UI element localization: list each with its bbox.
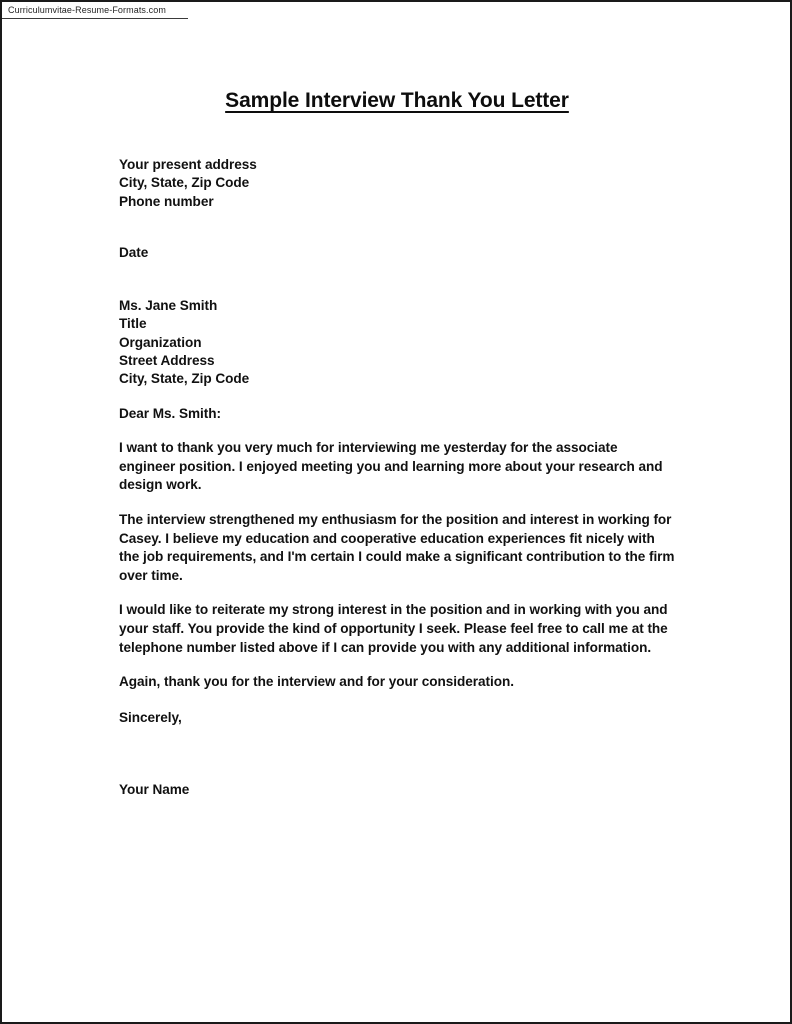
spacer-date-recipient (119, 262, 675, 297)
spacer-paragraph-3-4 (119, 657, 675, 673)
date-line: Date (119, 244, 149, 260)
watermark-banner (2, 2, 188, 19)
body-paragraph-1: I want to thank you very much for interviewing me yesterday for the associate engineer position. I enjoyed meeting you and learning more about your research and design work. (119, 440, 663, 493)
closing-salutation: Sincerely, (119, 709, 182, 725)
recipient-name: Ms. Jane Smith (119, 298, 218, 314)
signature-space (119, 727, 675, 781)
recipient-city-state-zip: City, State, Zip Code (119, 371, 250, 387)
body-paragraph-2: The interview strengthened my enthusiasm for the position and interest in working for Casey. I believe my education and cooperative education experiences fit nicely with the job requirements, and I'm certain I could make a significant contribution to the firm over time. (119, 512, 675, 583)
recipient-title: Title (119, 316, 147, 332)
spacer-body-closing (119, 692, 675, 709)
letter-content (119, 88, 675, 800)
spacer-recipient-salutation (119, 389, 675, 405)
spacer-paragraph-1-2 (119, 495, 675, 511)
recipient-street-address: Street Address (119, 353, 215, 369)
signature-name: Your Name (119, 782, 190, 798)
recipient-address-block (119, 297, 675, 388)
page-title-text: Sample Interview Thank You Letter (225, 89, 569, 112)
date-block (119, 244, 675, 262)
spacer-salutation-body (119, 423, 675, 439)
sender-address-block (119, 156, 675, 211)
page-title (119, 88, 675, 114)
recipient-organization: Organization (119, 334, 202, 350)
spacer-paragraph-2-3 (119, 585, 675, 601)
sender-address-line-2: City, State, Zip Code (119, 175, 250, 191)
sender-address-line-3: Phone number (119, 193, 214, 209)
salutation: Dear Ms. Smith: (119, 405, 221, 421)
body-paragraph-4: Again, thank you for the interview and for your consideration. (119, 674, 514, 690)
spacer-sender-date (119, 211, 675, 244)
body-paragraph-3: I would like to reiterate my strong interest in the position and in working with you and your staff. You provide the kind of opportunity I seek. Please feel free to call me at the telephone number listed above if I can provide you with any additional information. (119, 602, 668, 655)
sender-address-line-1: Your present address (119, 157, 257, 172)
watermark-source-text: Curriculumvitae-Resume-Formats.com (8, 5, 166, 15)
